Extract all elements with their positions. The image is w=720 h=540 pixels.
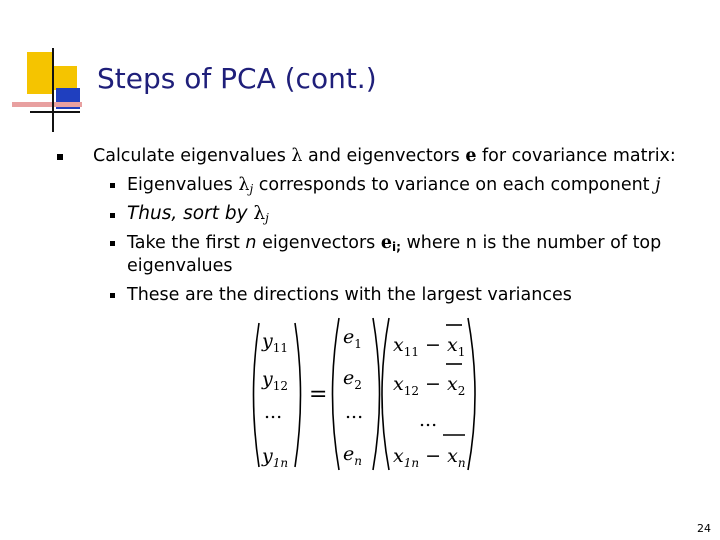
index-i: i; [392,240,401,254]
index-j: j [655,175,661,195]
centered-element: $x_{1n} - x_n$ [393,445,466,470]
variable-n: n [245,233,257,253]
lambda-symbol: λ [291,146,303,166]
equals-sign: = [309,382,328,407]
sub-bullet-1-text-a: Eigenvalues [127,175,239,195]
main-bullet-text-c: for covariance matrix: [476,146,676,166]
eigenvector-symbol: e [465,146,477,166]
ellipsis: ... [419,409,438,431]
sub-bullet-3-text-a: Take the first [127,233,246,253]
sub-bullet-3-continuation: eigenvalues [127,256,233,276]
sub-bullet-2-text-a: Thus, sort by [127,203,254,224]
y-element: $y_{12}$ [262,368,289,393]
sub-bullet-3-text-c: where n is the number of top [400,233,662,253]
sub-bullet-1-text-b: corresponds to variance on each component [253,175,656,195]
lambda-symbol: λ [238,175,250,195]
e-element: $e_n$ [343,443,362,468]
index-j: j [249,182,254,196]
main-bullet-text-a: Calculate eigenvalues [93,146,292,166]
centered-element: $x_{12} - x_2$ [393,373,466,398]
page-number: 24 [697,522,711,535]
sub-bullet-4: These are the directions with the largest variances [127,285,572,305]
lambda-symbol: λ [253,203,266,224]
ellipsis: ... [345,401,364,423]
sub-bullet-3-text-b: eigenvectors [256,233,381,253]
main-bullet-text-b: and eigenvectors [302,146,466,166]
page-title: Steps of PCA (cont.) [97,62,377,95]
e-element: $e_1$ [343,326,362,351]
y-element: $y_{11}$ [262,330,289,355]
index-j: j [265,211,269,225]
centered-element: $x_{11} - x_1$ [393,334,466,359]
e-element: $e_2$ [343,367,362,392]
y-element: $y_{1n}$ [262,445,289,470]
ellipsis: ... [264,401,283,423]
eigenvector-symbol: e [380,233,392,253]
